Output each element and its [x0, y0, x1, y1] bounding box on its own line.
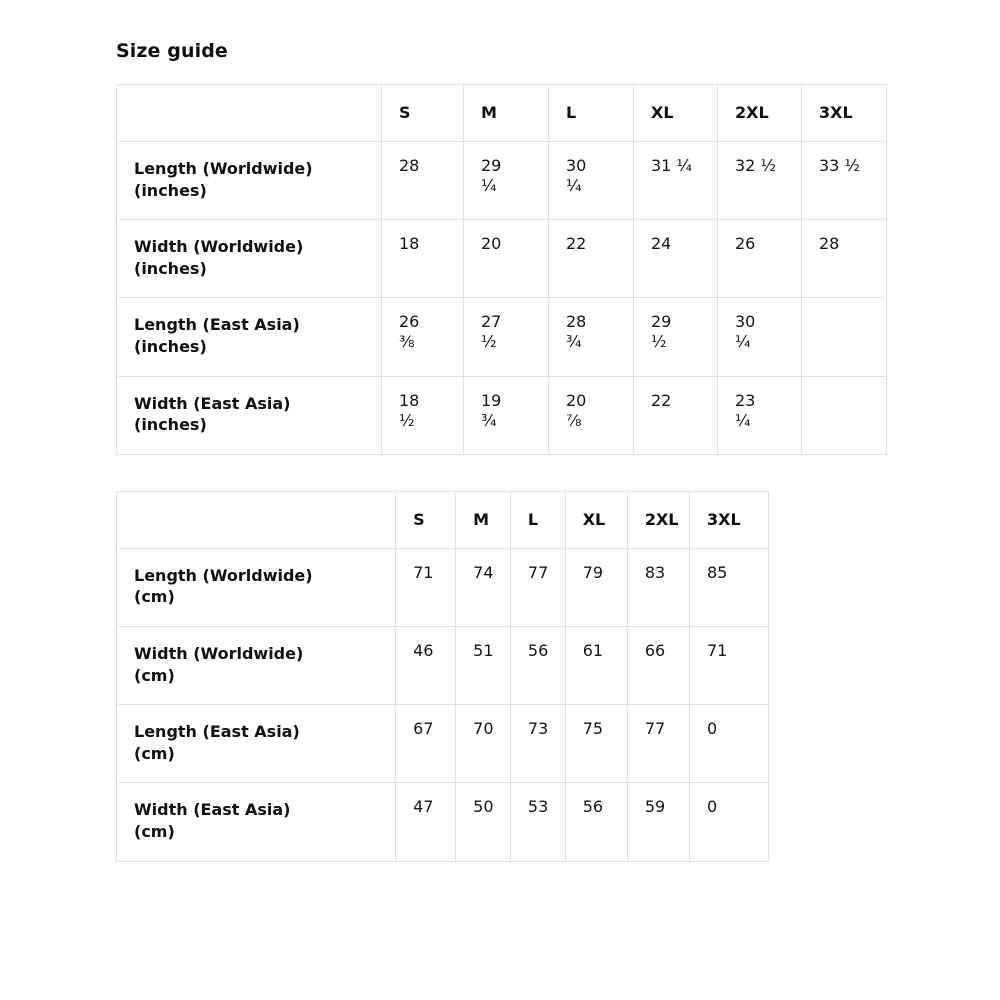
table-spacer	[0, 455, 1000, 491]
column-header-s: S	[396, 491, 456, 548]
cell-value: 56	[510, 626, 565, 704]
cell-value: 28	[802, 220, 887, 298]
row-label: Length (East Asia) (inches)	[117, 298, 382, 376]
cell-value: 23 ¼	[718, 376, 802, 454]
cell-value	[802, 376, 887, 454]
cell-value: 71	[396, 548, 456, 626]
table-row	[117, 298, 887, 376]
cell-value	[802, 298, 887, 376]
cell-value: 0	[689, 783, 768, 861]
column-header-xl: XL	[634, 85, 718, 142]
table-row	[117, 783, 769, 861]
row-label: Length (Worldwide) (inches)	[117, 142, 382, 220]
column-header-3xl: 3XL	[802, 85, 887, 142]
cell-value: 73	[510, 705, 565, 783]
cell-value: 77	[627, 705, 689, 783]
cell-value: 77	[510, 548, 565, 626]
cell-value: 51	[456, 626, 511, 704]
row-label: Width (Worldwide) (inches)	[117, 220, 382, 298]
column-header-l: L	[549, 85, 634, 142]
cell-value: 74	[456, 548, 511, 626]
row-label: Width (East Asia) (cm)	[117, 783, 396, 861]
cell-value: 71	[689, 626, 768, 704]
cell-value: 53	[510, 783, 565, 861]
column-header-2xl: 2XL	[718, 85, 802, 142]
cell-value: 22	[549, 220, 634, 298]
size-table-inches	[116, 84, 887, 455]
cell-value: 79	[565, 548, 627, 626]
cell-value: 61	[565, 626, 627, 704]
cell-value: 56	[565, 783, 627, 861]
cell-value: 28 ¾	[549, 298, 634, 376]
table-row	[117, 626, 769, 704]
cell-value: 59	[627, 783, 689, 861]
cell-value: 18	[382, 220, 464, 298]
cell-value: 26 ⅜	[382, 298, 464, 376]
column-header-2xl: 2XL	[627, 491, 689, 548]
table-row	[117, 142, 887, 220]
column-header-blank	[117, 491, 396, 548]
column-header-3xl: 3XL	[689, 491, 768, 548]
row-label: Width (Worldwide) (cm)	[117, 626, 396, 704]
column-header-xl: XL	[565, 491, 627, 548]
column-header-l: L	[510, 491, 565, 548]
row-label: Width (East Asia) (inches)	[117, 376, 382, 454]
column-header-blank	[117, 85, 382, 142]
cell-value: 30 ¼	[549, 142, 634, 220]
table-header-row	[117, 85, 887, 142]
cell-value: 27 ½	[464, 298, 549, 376]
cell-value: 18 ½	[382, 376, 464, 454]
size-table-cm	[116, 491, 769, 862]
row-label: Length (East Asia) (cm)	[117, 705, 396, 783]
cell-value: 30 ¼	[718, 298, 802, 376]
column-header-m: M	[464, 85, 549, 142]
cell-value: 0	[689, 705, 768, 783]
table-row	[117, 548, 769, 626]
table-row	[117, 376, 887, 454]
cell-value: 20 ⅞	[549, 376, 634, 454]
cell-value: 70	[456, 705, 511, 783]
cell-value: 31 ¼	[634, 142, 718, 220]
cell-value: 75	[565, 705, 627, 783]
table-row	[117, 705, 769, 783]
cell-value: 47	[396, 783, 456, 861]
table-row	[117, 220, 887, 298]
cell-value: 85	[689, 548, 768, 626]
page-title: Size guide	[116, 40, 228, 62]
cell-value: 20	[464, 220, 549, 298]
cell-value: 24	[634, 220, 718, 298]
row-label: Length (Worldwide) (cm)	[117, 548, 396, 626]
cell-value: 26	[718, 220, 802, 298]
cell-value: 19 ¾	[464, 376, 549, 454]
cell-value: 33 ½	[802, 142, 887, 220]
column-header-m: M	[456, 491, 511, 548]
cell-value: 32 ½	[718, 142, 802, 220]
column-header-s: S	[382, 85, 464, 142]
cell-value: 46	[396, 626, 456, 704]
cell-value: 28	[382, 142, 464, 220]
cell-value: 29 ½	[634, 298, 718, 376]
cell-value: 67	[396, 705, 456, 783]
cell-value: 66	[627, 626, 689, 704]
table-header-row	[117, 491, 769, 548]
cell-value: 50	[456, 783, 511, 861]
cell-value: 22	[634, 376, 718, 454]
cell-value: 83	[627, 548, 689, 626]
cell-value: 29 ¼	[464, 142, 549, 220]
